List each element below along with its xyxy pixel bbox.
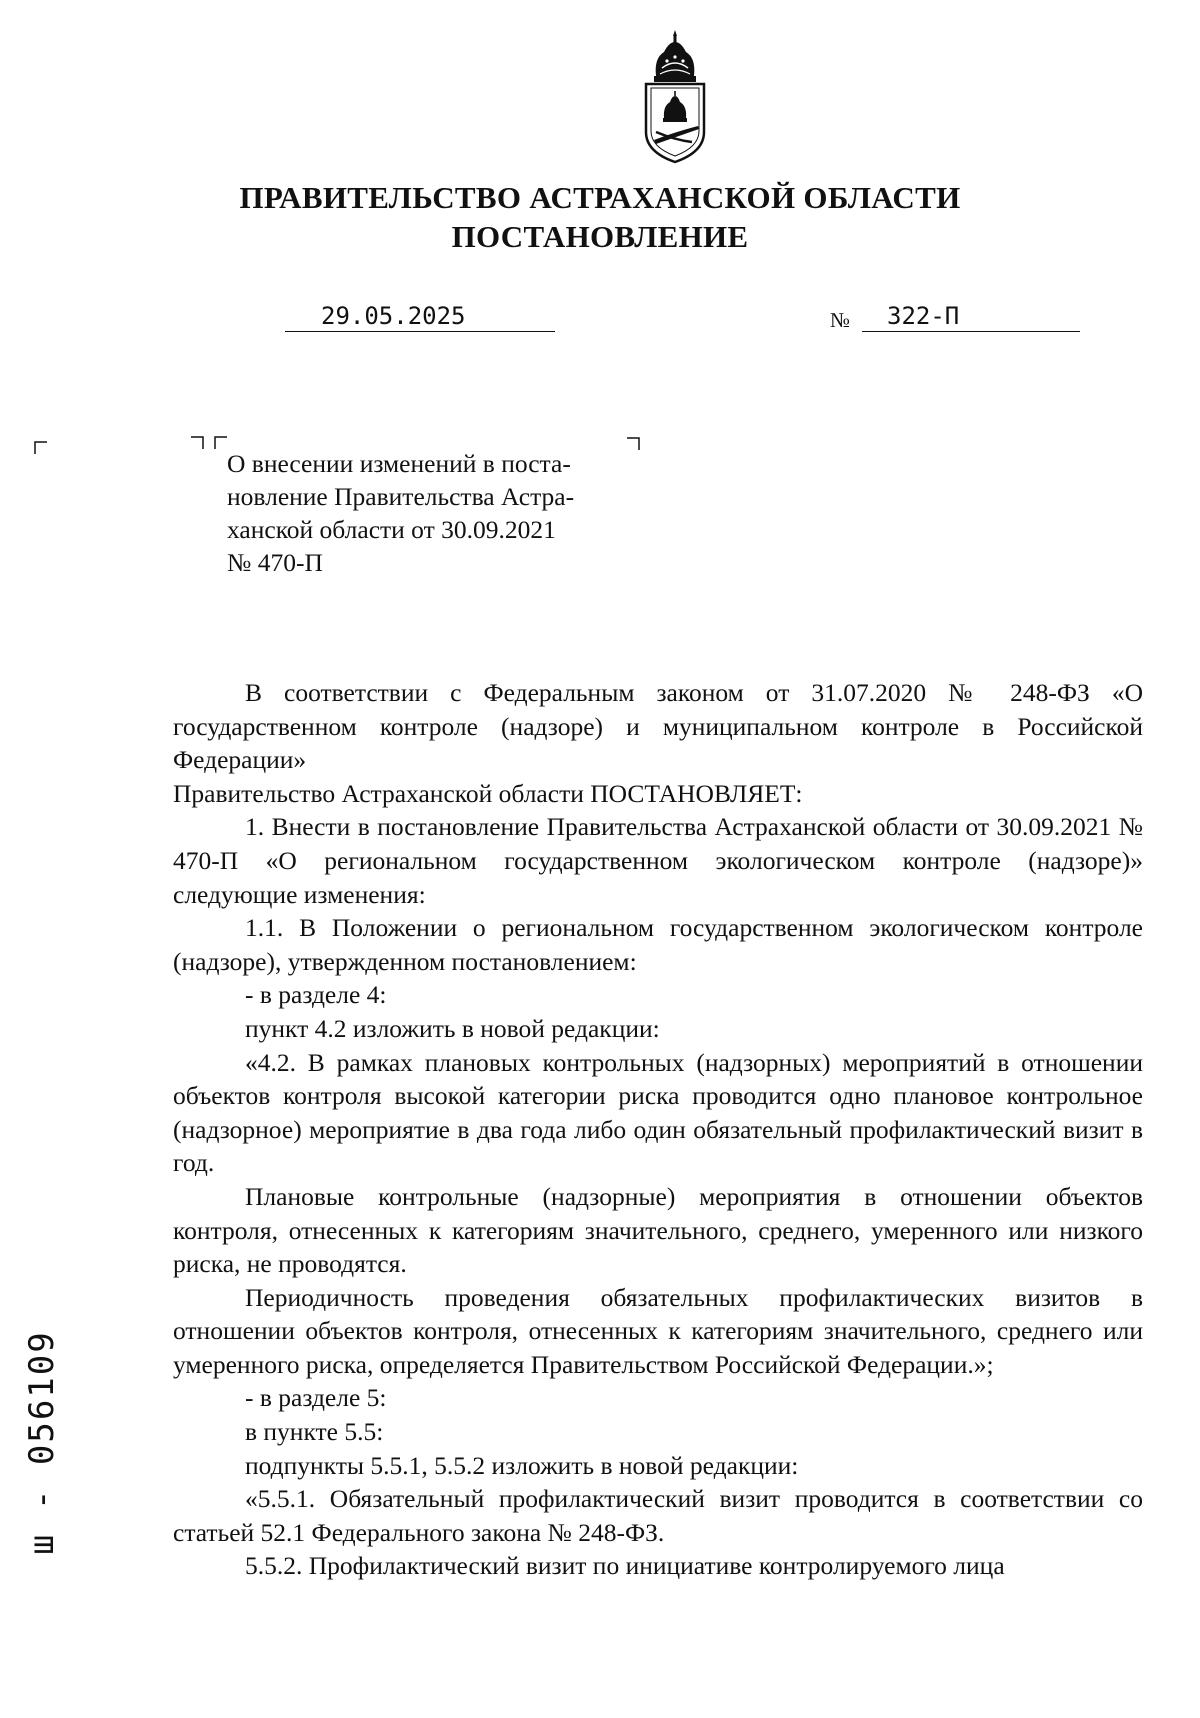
paragraph: «5.5.1. Обязательный профилактический визит проводится в соответствии со статьей 52.1 Федерального закона № 248-ФЗ. bbox=[173, 1484, 1143, 1547]
title-line: новление Правительства Астра- bbox=[227, 482, 575, 511]
document-body bbox=[173, 676, 1143, 1583]
paragraph: - в разделе 4: bbox=[245, 980, 387, 1010]
title-line: № 470-П bbox=[227, 548, 323, 577]
paragraph: В соответствии с Федеральным законом от 31.07.2020 № 248-ФЗ «О государственном контроле (надзоре) и муниципальном контроле в Российской Федерации» bbox=[173, 678, 1143, 775]
side-serial-code: ш - 056109 bbox=[22, 1330, 62, 1555]
paragraph: 1.1. В Положении о региональном государственном экологическом контроле (надзоре), утвержденном постановлением: bbox=[173, 913, 1143, 976]
title-line: ханской области от 30.09.2021 bbox=[227, 515, 556, 544]
paragraph: Правительство Астраханской области ПОСТАНОВЛЯЕТ: bbox=[173, 778, 803, 808]
paragraph: в пункте 5.5: bbox=[245, 1417, 384, 1447]
document-date: 29.05.2025 bbox=[285, 302, 555, 332]
corner-mark-title-right bbox=[626, 437, 640, 451]
document-type-title: ПОСТАНОВЛЕНИЕ bbox=[451, 219, 749, 254]
document-title bbox=[227, 447, 627, 579]
government-title: ПРАВИТЕЛЬСТВО АСТРАХАНСКОЙ ОБЛАСТИ bbox=[239, 180, 961, 215]
paragraph: 5.5.2. Профилактический визит по инициативе контролируемого лица bbox=[245, 1551, 1005, 1581]
coat-of-arms-icon bbox=[634, 28, 716, 168]
paragraph: Плановые контрольные (надзорные) мероприятия в отношении объектов контроля, отнесенных к категориям значительного, среднего, умеренного или низкого риска, не проводятся. bbox=[173, 1181, 1143, 1279]
number-label: № bbox=[830, 308, 851, 332]
title-line: О внесении изменений в поста- bbox=[227, 449, 571, 478]
paragraph: пункт 4.2 изложить в новой редакции: bbox=[245, 1013, 660, 1043]
paragraph: Периодичность проведения обязательных профилактических визитов в отношении объектов контроля, отнесенных к категориям значительного, среднего или умеренного риска, определяется Правительством Российской Федерации.»; bbox=[173, 1282, 1143, 1379]
corner-mark-title-left bbox=[190, 436, 232, 450]
paragraph: подпункты 5.5.1, 5.5.2 изложить в новой редакции: bbox=[245, 1450, 799, 1480]
paragraph: 1. Внести в постановление Правительства Астраханской области от 30.09.2021 № 470-П «О региональном государственном экологическом контроле (надзоре)» следующие изменения: bbox=[173, 812, 1143, 909]
paragraph: «4.2. В рамках плановых контрольных (надзорных) мероприятий в отношении объектов контроля высокой категории риска проводится одно плановое контрольное (надзорное) мероприятие в два года либо один обязательный профилактический визит в год. bbox=[173, 1047, 1143, 1178]
paragraph: - в разделе 5: bbox=[245, 1383, 387, 1413]
document-number: 322-П bbox=[862, 302, 1080, 332]
corner-mark-left bbox=[34, 441, 48, 455]
